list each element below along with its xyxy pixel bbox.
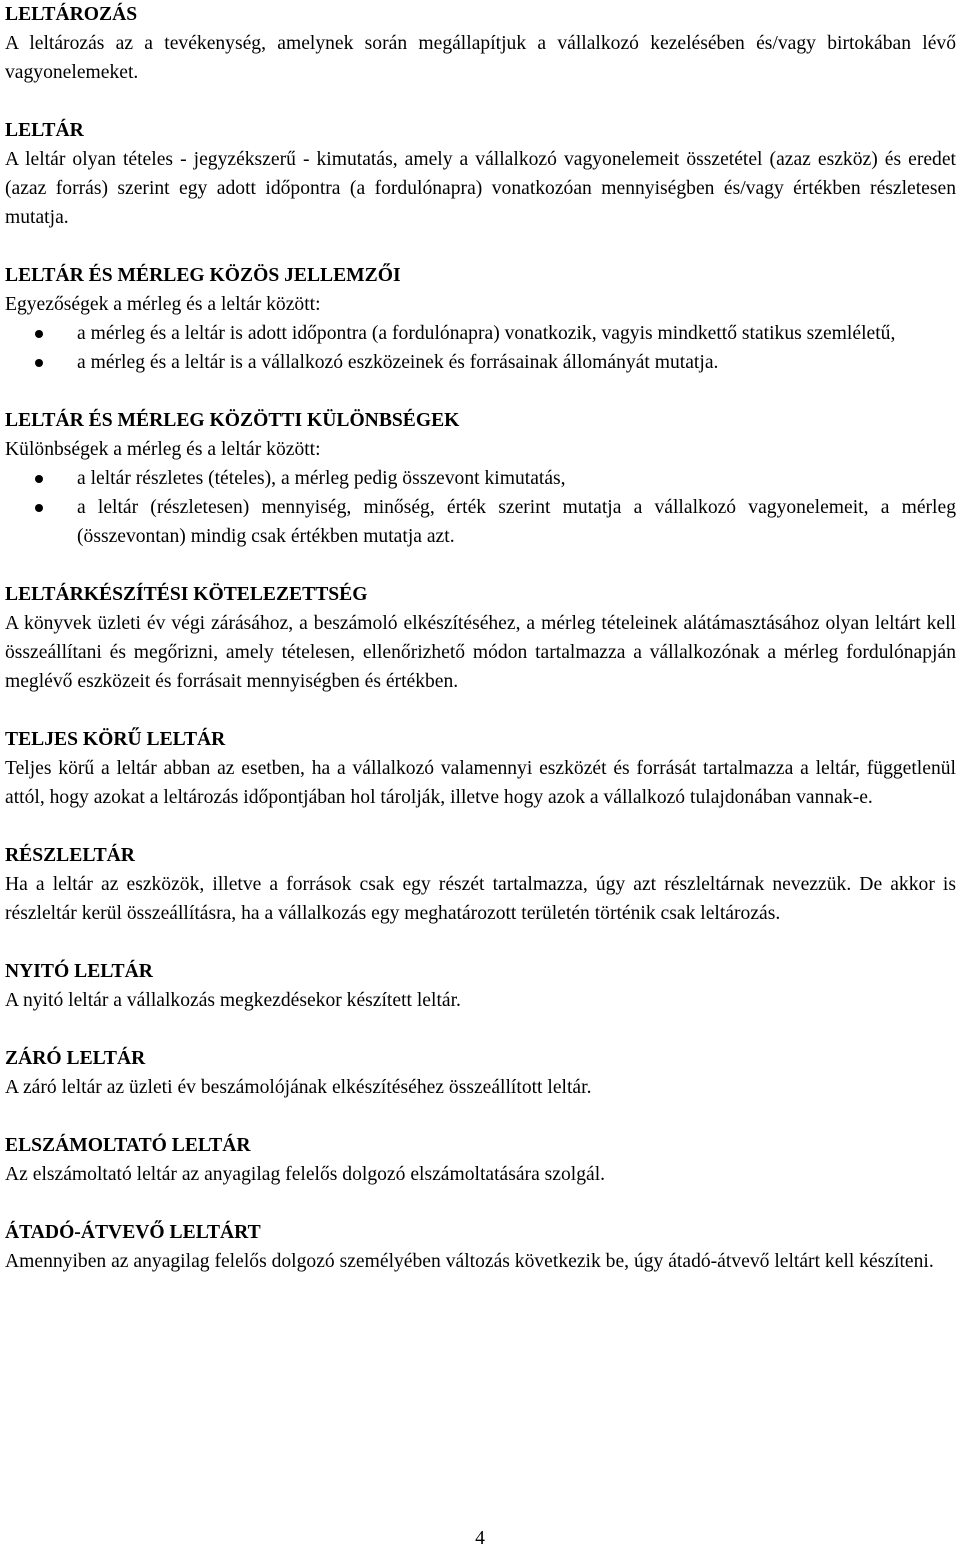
section-teljes-koru-leltar (5, 725, 956, 812)
bullet-icon (35, 359, 43, 367)
section-kotelezettseg (5, 580, 956, 696)
document-page (5, 0, 956, 1276)
list-item-text: a leltár részletes (tételes), a mérleg pedig összevont kimutatás, (77, 468, 566, 489)
section-intro: Különbségek a mérleg és a leltár között: (5, 439, 321, 460)
bullet-icon (35, 475, 43, 483)
section-heading: ELSZÁMOLTATÓ LELTÁR (5, 1135, 251, 1156)
list-item-text: a leltár (részletesen) mennyiség, minőség, érték szerint mutatja a vállalkozó vagyonelemeit, a mérleg (összevontan) mindig csak értékben mutatja azt. (77, 497, 956, 547)
section-text: A leltár olyan tételes - jegyzékszerű - kimutatás, amely a vállalkozó vagyonelemeit összetétel (azaz eszköz) és eredet (azaz forrás) szerint egy adott időpontra (a fordulónapra) vonatkozóan mennyiségben és/vagy értékben részletesen mutatja. (5, 149, 956, 228)
section-text: Az elszámoltató leltár az anyagilag felelős dolgozó elszámoltatására szolgál. (5, 1164, 606, 1185)
section-text: A záró leltár az üzleti év beszámolójának elkészítéséhez összeállított leltár. (5, 1077, 592, 1098)
section-leltarozas (5, 0, 956, 87)
page-number: 4 (475, 1528, 485, 1549)
section-text: Ha a leltár az eszközök, illetve a források csak egy részét tartalmazza, úgy azt részleltárnak nevezzük. De akkor is részleltár kerül összeállításra, ha a vállalkozás egy meghatározott területén történik csak leltározás. (5, 874, 956, 924)
section-heading: ÁTADÓ-ÁTVEVŐ LELTÁRT (5, 1222, 261, 1243)
bullet-icon (35, 330, 43, 338)
section-reszleltar (5, 841, 956, 928)
list-item (5, 348, 956, 377)
section-heading: TELJES KÖRŰ LELTÁR (5, 729, 226, 750)
section-leltar (5, 116, 956, 232)
section-text: A leltározás az a tevékenység, amelynek során megállapítjuk a vállalkozó kezelésében és/vagy birtokában lévő vagyonelemeket. (5, 33, 956, 83)
section-heading: RÉSZLELTÁR (5, 845, 135, 866)
section-intro: Egyezőségek a mérleg és a leltár között: (5, 294, 321, 315)
section-atado-atvevo-leltar (5, 1218, 956, 1276)
section-heading: LELTÁR ÉS MÉRLEG KÖZÖS JELLEMZŐI (5, 265, 401, 286)
bullet-list (5, 319, 956, 377)
section-kozos-jellemzok (5, 261, 956, 377)
list-item (5, 464, 956, 493)
section-elszamoltato-leltar (5, 1131, 956, 1189)
section-text: Amennyiben az anyagilag felelős dolgozó személyében változás következik be, úgy átadó-átvevő leltárt kell készíteni. (5, 1251, 934, 1272)
section-heading: LELTÁR ÉS MÉRLEG KÖZÖTTI KÜLÖNBSÉGEK (5, 410, 460, 431)
bullet-list (5, 464, 956, 551)
section-kulonbsegek (5, 406, 956, 551)
bullet-icon (35, 504, 43, 512)
section-heading: NYITÓ LELTÁR (5, 961, 153, 982)
section-heading: LELTÁRKÉSZÍTÉSI KÖTELEZETTSÉG (5, 584, 368, 605)
list-item (5, 319, 956, 348)
section-nyito-leltar (5, 957, 956, 1015)
section-text: A könyvek üzleti év végi zárásához, a beszámoló elkészítéséhez, a mérleg tételeinek alátámasztásához olyan leltárt kell összeállítani és megőrizni, amely tételesen, ellenőrizhető módon tartalmazza a vállalkozónak a mérleg fordulónapján meglévő eszközeit és forrásait mennyiségben és értékben. (5, 613, 956, 692)
section-heading: ZÁRÓ LELTÁR (5, 1048, 146, 1069)
section-heading: LELTÁR (5, 120, 84, 141)
list-item-text: a mérleg és a leltár is adott időpontra (a fordulónapra) vonatkozik, vagyis mindkettő statikus szemléletű, (77, 323, 896, 344)
section-text: A nyitó leltár a vállalkozás megkezdésekor készített leltár. (5, 990, 461, 1011)
list-item-text: a mérleg és a leltár is a vállalkozó eszközeinek és forrásainak állományát mutatja. (77, 352, 719, 373)
section-heading: LELTÁROZÁS (5, 4, 138, 25)
section-text: Teljes körű a leltár abban az esetben, ha a vállalkozó valamennyi eszközét és forrását tartalmazza a leltár, függetlenül attól, hogy azokat a leltározás időpontjában hol tárolják, illetve hogy azok a vállalkozó tulajdonában vannak-e. (5, 758, 956, 808)
list-item (5, 493, 956, 551)
section-zaro-leltar (5, 1044, 956, 1102)
